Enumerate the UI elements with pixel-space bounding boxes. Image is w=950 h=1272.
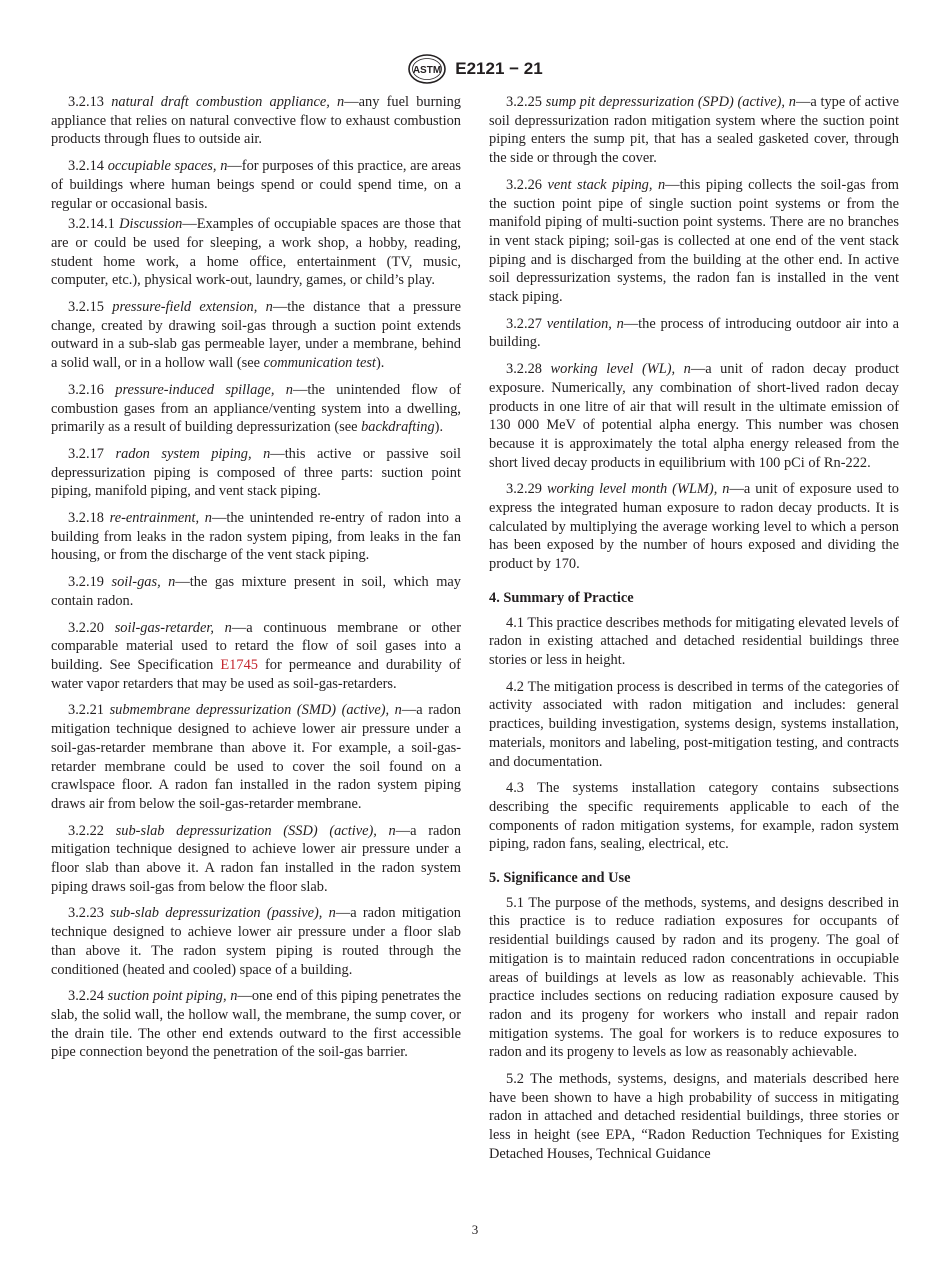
page-number: 3	[471, 1222, 479, 1237]
definition-3-2-19: 3.2.19 soil-gas, n—the gas mixture present in soil, which may contain radon.	[51, 574, 461, 609]
definition-3-2-24: 3.2.24 suction point piping, n—one end of this piping penetrates the slab, the solid wall, the hollow wall, the membrane, the sump cover, or the drain tile. The other end extends outward to the first accessible pipe connection beyond the penetration of the soil-gas barrier.	[51, 988, 461, 1061]
definition-3-2-18: 3.2.18 re-entrainment, n—the unintended re-entry of radon into a building from leaks in the radon system piping, from leaks in the fan housing, or from the discharge of the vent stack piping.	[51, 510, 461, 564]
astm-logo-icon	[407, 53, 447, 85]
definition-3-2-21: 3.2.21 submembrane depressurization (SMD) (active), n—a radon mitigation technique designed to achieve lower air pressure under a soil-gas-retarder membrane than above it. For example, a soil-gas-retarder membrane could be used to cover the soil found on a crawlspace floor. A radon fan installed in the radon system piping draws air from below the soil-gas-retarder membrane.	[51, 702, 461, 812]
definition-3-2-28: 3.2.28 working level (WL), n—a unit of radon decay product exposure. Numerically, any combination of short-lived radon decay products in one litre of air that will result in the ultimate emission of 130 000 MeV of potential alpha energy. This number was chosen because it is approximately the total alpha energy released from the short lived decay products in equilibrium with 100 pCi of Rn-222.	[489, 361, 899, 471]
definition-3-2-17: 3.2.17 radon system piping, n—this active or passive soil depressurization piping is composed of three parts: suction point piping, manifold piping, and vent stack piping.	[51, 445, 461, 500]
right-column	[489, 93, 899, 1172]
left-column	[51, 93, 461, 1070]
definition-3-2-14: 3.2.14 occupiable spaces, n—for purposes of this practice, are areas of buildings where human beings spend or could spend time, on a regular or occasional basis.	[51, 158, 461, 212]
paragraph-5-1: 5.1 The purpose of the methods, systems, and designs described in this practice is to reduce radiation exposures for occupants of residential buildings caused by radon and its progeny. The goal of mitigation is to maintain reduced radon concentrations in occupiable areas of buildings at levels as low as reasonably achievable. This practice includes sections on reducing radiation exposure caused by radon and its progeny for workers who install and repair radon mitigation systems. The goal for workers is to reduce exposures to radon and its progeny to levels as low as reasonably achievable.	[489, 894, 899, 1061]
definition-3-2-15: 3.2.15 pressure-field extension, n—the distance that a pressure change, created by drawing soil-gas through a suction point extends outward in a sub-slab gas permeable layer, under a membrane, behind a solid wall, or in a hollow wall (see communication test).	[51, 299, 461, 372]
definition-3-2-29: 3.2.29 working level month (WLM), n—a unit of exposure used to express the integrated human exposure to radon decay products. It is calculated by multiplying the average working level to which a person has been exposed by the number of hours exposed and dividing the product by 170.	[489, 481, 899, 573]
definition-3-2-22: 3.2.22 sub-slab depressurization (SSD) (active), n—a radon mitigation technique designed to achieve lower air pressure under a floor slab than above it. A radon fan installed in the radon system piping draws soil-gas from below the floor slab.	[51, 822, 461, 895]
paragraph-4-3: 4.3 The systems installation category contains subsections describing the specific requirements applicable to each of the components of radon mitigation systems, for example, radon system piping, radon fans, sealing, electrical, etc.	[489, 780, 899, 853]
section-5-heading: 5. Significance and Use	[489, 870, 631, 887]
logo-text: ASTM	[413, 65, 442, 76]
definition-3-2-26: 3.2.26 vent stack piping, n—this piping collects the soil-gas from the suction point pipe of single suction point systems or from the manifold piping of multi-suction point systems. There are no branches in vent stack piping; soil-gas is collected at one end of the vent stack piping and is discharged from the building at the other end. In active soil depressurization systems, the radon fan is installed in the vent stack piping.	[489, 176, 899, 306]
paragraph-4-2: 4.2 The mitigation process is described in terms of the categories of activity associated with radon mitigation and includes: general practices, building investigation, systems design, systems installation, materials, monitors and labeling, post-mitigation testing, and contracts and documentation.	[489, 678, 899, 770]
definition-3-2-23: 3.2.23 sub-slab depressurization (passive), n—a radon mitigation technique designed to achieve lower air pressure under a floor slab than above it. The radon system piping is routed through the conditioned (heated and cooled) space of a building.	[51, 905, 461, 978]
definition-3-2-16: 3.2.16 pressure-induced spillage, n—the unintended flow of combustion gases from an appliance/venting system into a dwelling, primarily as a result of building depressurization (see backdrafting).	[51, 381, 462, 436]
document-designation: E2121 − 21	[455, 59, 543, 78]
definition-3-2-20: 3.2.20 soil-gas-retarder, n—a continuous membrane or other comparable material used to retard the flow of soil gases into a building. See Specification E1745 for permeance and durability of water vapor retarders that may be used as soil-gas-retarders.	[51, 619, 461, 692]
definition-3-2-13: 3.2.13 natural draft combustion appliance, n—any fuel burning appliance that relies on natural convective flow to exhaust combustion products through flues to outside air.	[51, 94, 461, 148]
definition-3-2-25: 3.2.25 sump pit depressurization (SPD) (active), n—a type of active soil depressurization radon mitigation system where the suction point piping enters the sump pit, that has a sealed gasketed cover, through the side or through the cover.	[489, 94, 899, 167]
e1745-link[interactable]: E1745	[220, 656, 258, 673]
definition-3-2-27: 3.2.27 ventilation, n—the process of introducing outdoor air into a building.	[489, 315, 899, 351]
discussion-3-2-14-1: 3.2.14.1 Discussion—Examples of occupiable spaces are those that are or could be used for sleeping, a work shop, a hobby, reading, student home work, a home office, entertainment (TV, music, computer, etc.), physical work-out, laundry, games, or child’s play.	[51, 216, 461, 289]
page-header	[0, 52, 950, 86]
section-4-heading: 4. Summary of Practice	[489, 589, 634, 606]
paragraph-4-1: 4.1 This practice describes methods for mitigating elevated levels of radon in existing attached and detached residential buildings three stories or less in height.	[489, 614, 899, 668]
paragraph-5-2: 5.2 The methods, systems, designs, and materials described here have been shown to have a high probability of success in mitigating radon in attached and detached residential buildings, three stories or less in height (see EPA, “Radon Reduction Techniques for Existing Detached Houses, Technical Guidance	[489, 1071, 899, 1162]
